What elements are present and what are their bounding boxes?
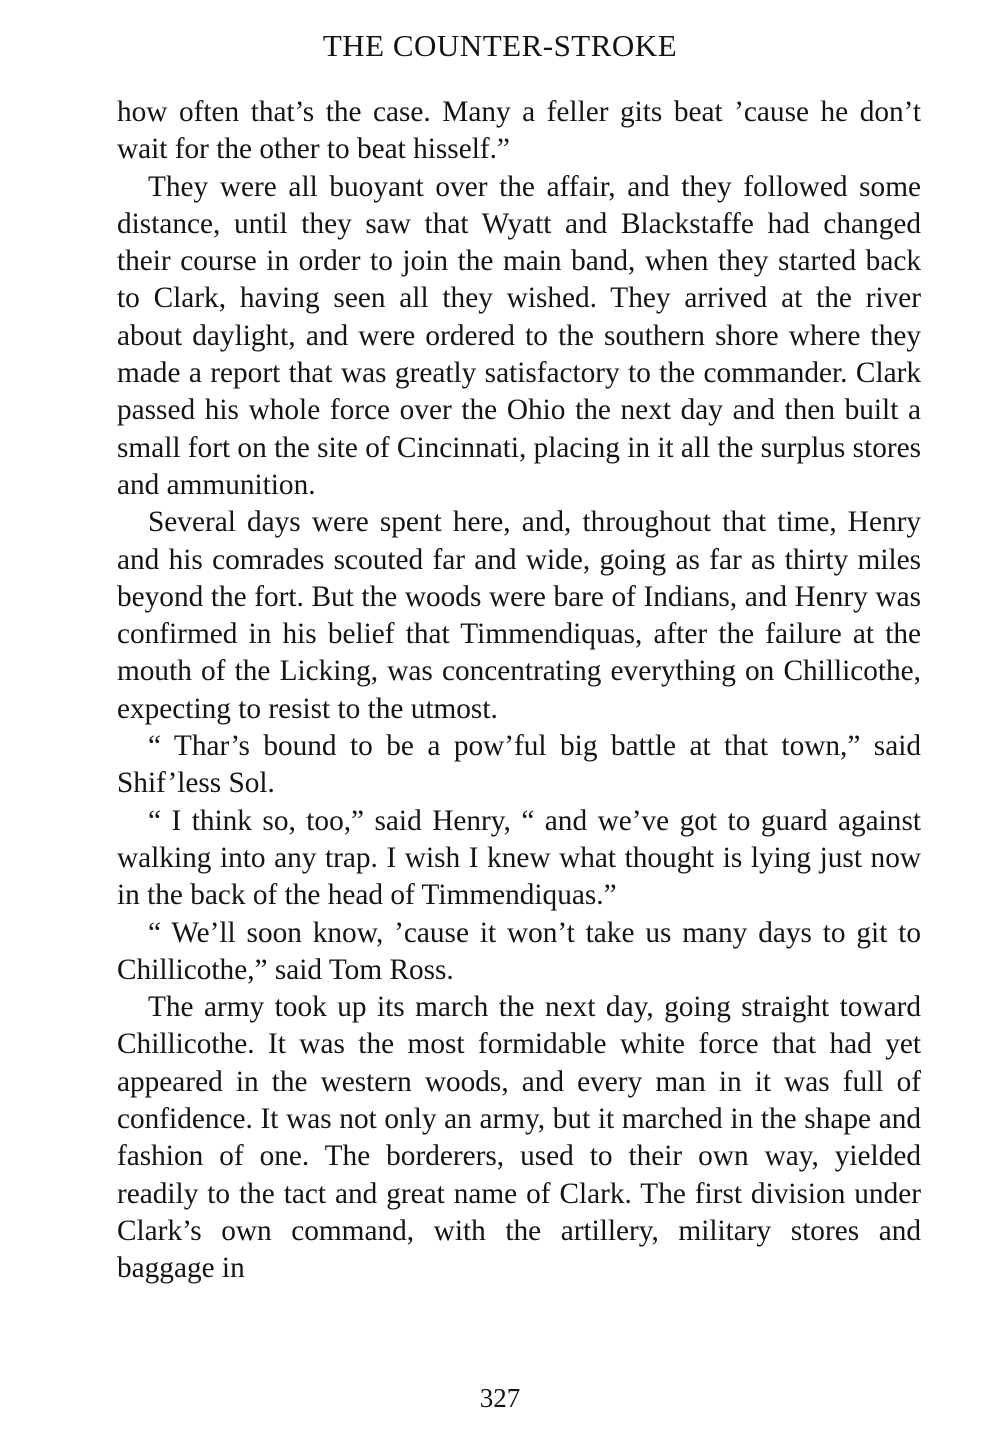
paragraph-dialogue: “ We’ll soon know, ’cause it won’t take us many days to git to Chillicothe,” said Tom Ross.	[117, 916, 921, 986]
paragraph-dialogue: “ I think so, too,” said Henry, “ and we’ve got to guard against walking into any trap. I wish I knew what thought is lying just now in the back of the head of Timmendiquas.”	[117, 804, 921, 912]
body-text	[117, 94, 921, 1288]
page-number: 327	[479, 1383, 521, 1413]
paragraph-dialogue: “ Thar’s bound to be a pow’ful big battle at that town,” said Shif’less Sol.	[117, 730, 921, 800]
paragraph: The army took up its march the next day, going straight toward Chillicothe. It was the most formidable white force that had yet appeared in the western woods, and every man in it was full of confidence. It was not only an army, but it marched in the shape and fashion of one. The borderers, used to their own way, yielded readily to the tact and great name of Clark. The first division under Clark’s own command, with the artillery, military stores and baggage in	[117, 991, 921, 1285]
running-head: THE COUNTER-STROKE	[322, 28, 678, 63]
paragraph: They were all buoyant over the affair, and they followed some distance, until they saw that Wyatt and Blackstaffe had changed their course in order to join the main band, when they started back to Clark, having seen all they wished. They arrived at the river about daylight, and were ordered to the southern shore where they made a report that was greatly satisfactory to the commander. Clark passed his whole force over the Ohio the next day and then built a small fort on the site of Cincinnati, placing in it all the surplus stores and ammunition.	[117, 170, 921, 501]
paragraph: Several days were spent here, and, throughout that time, Henry and his comrades scouted far and wide, going as far as thirty miles beyond the fort. But the woods were bare of Indians, and Henry was confirmed in his belief that Timmendiquas, after the failure at the mouth of the Licking, was concentrating everything on Chillicothe, expecting to resist to the utmost.	[117, 506, 921, 725]
paragraph-continued: how often that’s the case. Many a feller gits beat ’cause he don’t wait for the other to beat hisself.”	[117, 96, 921, 166]
